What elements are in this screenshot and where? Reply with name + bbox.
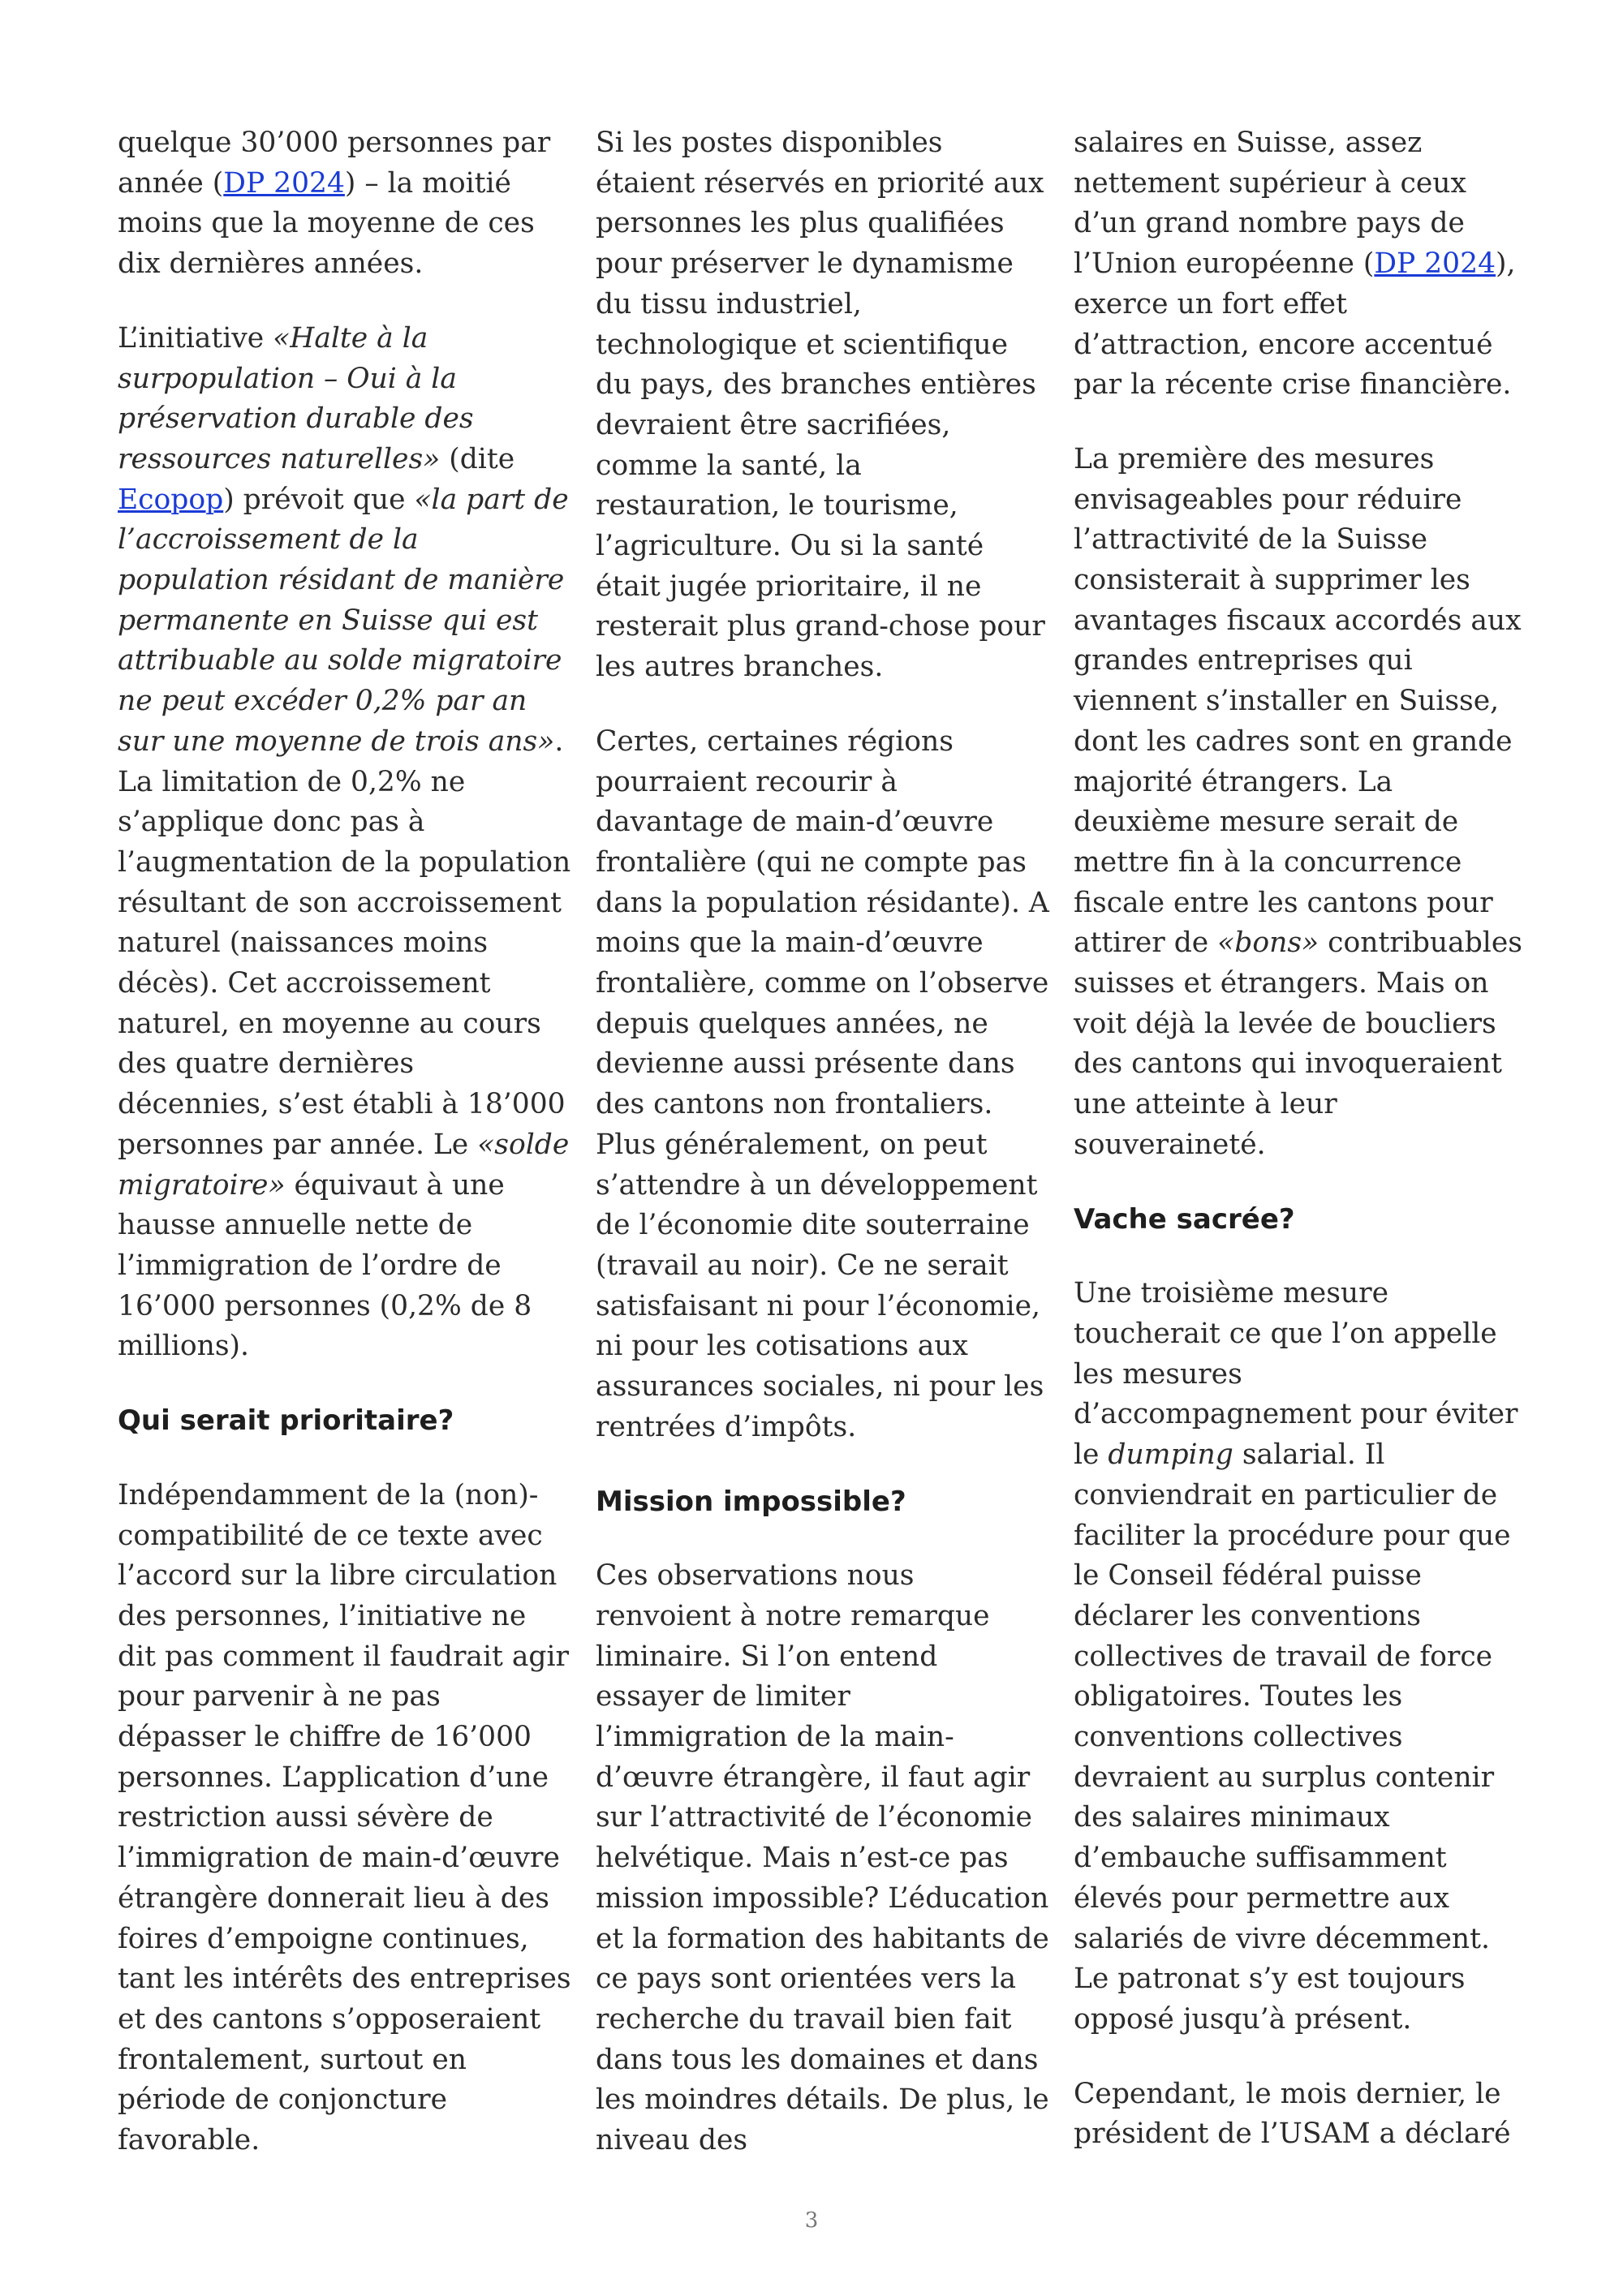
ecopop-link[interactable]: Ecopop (118, 483, 224, 516)
paragraph: Indépendamment de la (non)-compatibilité de ce texte avec l’accord sur la libre circulation des personnes, l’initiative ne dit pas comment il faudrait agir pour parvenir à ne pas dépasser le chiffre de 16’000 personnes. L’application d’une restriction aussi sévère de l’immigration de main-d’œuvre étrangère donnerait lieu à des foires d’empoigne continues, tant les intérêts des entreprises et des cantons s’opposeraient frontalement, surtout en période de conjoncture favorable. (118, 1478, 571, 2157)
paragraph: Si les postes disponibles étaient réservés en priorité aux personnes les plus qualifiées pour préserver le dynamisme du tissu industriel, technologique et scientifique du pays, des branches entières devraient être sacrifiées, comme la santé, la restauration, le tourisme, l’agriculture. Ou si la santé était jugée prioritaire, il ne resterait plus grand-chose pour les autres branches. (596, 127, 1045, 684)
paragraph: Ces observations nous renvoient à notre remarque liminaire. Si l’on entend essayer de limiter l’immigration de la main-d’œuvre étrangère, il faut agir sur l’attractivité de l’économie helvétique. Mais n’est-ce pas mission impossible? L’éducation et la formation des habitants de ce pays sont orientées vers la recherche du travail bien fait dans tous les domaines et dans les moindres détails. De plus, le niveau des (596, 1559, 1049, 2157)
paragraph: quelque 30’000 personnes par année (DP 2024) – la moitié moins que la moyenne de ces dix dernières années. (118, 127, 551, 281)
paragraph: L’initiative «Halte à la surpopulation – Oui à la préservation durable des ressources naturelles» (dite Ecopop) prévoit que «la part de l’accroissement de la population résidant de manière permanente en Suisse qui est attribuable au solde migratoire ne peut excéder 0,2% par an sur une moyenne de trois ans». La limitation de 0,2% ne s’applique donc pas à l’augmentation de la population résultant de son accroissement naturel (naissances moins décès). Cet accroissement naturel, en moyenne au cours des quatre dernières décennies, s’est établi à 18’000 personnes par année. Le «solde migratoire» équivaut à une hausse annuelle nette de l’immigration de l’ordre de 16’000 personnes (0,2% de 8 millions). (118, 321, 571, 1363)
paragraph: Une troisième mesure toucherait ce que l’on appelle les mesures d’accompagnement pour éviter le dumping salarial. Il conviendrait en particulier de faciliter la procédure pour que le Conseil fédéral puisse déclarer les conventions collectives de travail de force obligatoires. Toutes les conventions collectives devraient au surplus contenir des salaires minimaux d’embauche suffisamment élevés pour permettre aux salariés de vivre décemment. Le patronat s’y est toujours opposé jusqu’à présent. (1074, 1277, 1518, 2036)
column-1 (118, 123, 572, 2195)
dp-2024-link[interactable]: DP 2024 (223, 166, 345, 200)
column-2 (596, 123, 1050, 2195)
section-heading: Qui serait prioritaire? (118, 1404, 454, 1438)
section-heading: Vache sacrée? (1074, 1202, 1295, 1236)
column-3 (1074, 123, 1528, 2189)
dp-2024-link[interactable]: DP 2024 (1374, 247, 1496, 281)
paragraph: La première des mesures envisageables pour réduire l’attractivité de la Suisse consisterait à supprimer les avantages fiscaux accordés aux grandes entreprises qui viennent s’installer en Suisse, dont les cadres sont en grande majorité étrangers. La deuxième mesure serait de mettre fin à la concurrence fiscale entre les cantons pour attirer de «bons» contribuables suisses et étrangers. Mais on voit déjà la levée de boucliers des cantons qui invoqueraient une atteinte à leur souveraineté. (1074, 442, 1522, 1161)
paragraph: Certes, certaines régions pourraient recourir à davantage de main-d’œuvre frontalière (qui ne compte pas dans la population résidante). A moins que la main-d’œuvre frontalière, comme on l’observe depuis quelques années, ne devienne aussi présente dans des cantons non frontaliers. Plus généralement, on peut s’attendre à un développement de l’économie dite souterraine (travail au noir). Ce ne serait satisfaisant ni pour l’économie, ni pour les cotisations aux assurances sociales, ni pour les rentrées d’impôts. (596, 724, 1049, 1443)
paragraph: Cependant, le mois dernier, le président de l’USAM a déclaré (1074, 2077, 1511, 2151)
paragraph: salaires en Suisse, assez nettement supérieur à ceux d’un grand nombre pays de l’Union européenne (DP 2024), exerce un fort effet d’attraction, encore accentué par la récente crise financière. (1074, 127, 1516, 402)
page-number: 3 (804, 2208, 819, 2233)
section-heading: Mission impossible? (596, 1485, 906, 1518)
